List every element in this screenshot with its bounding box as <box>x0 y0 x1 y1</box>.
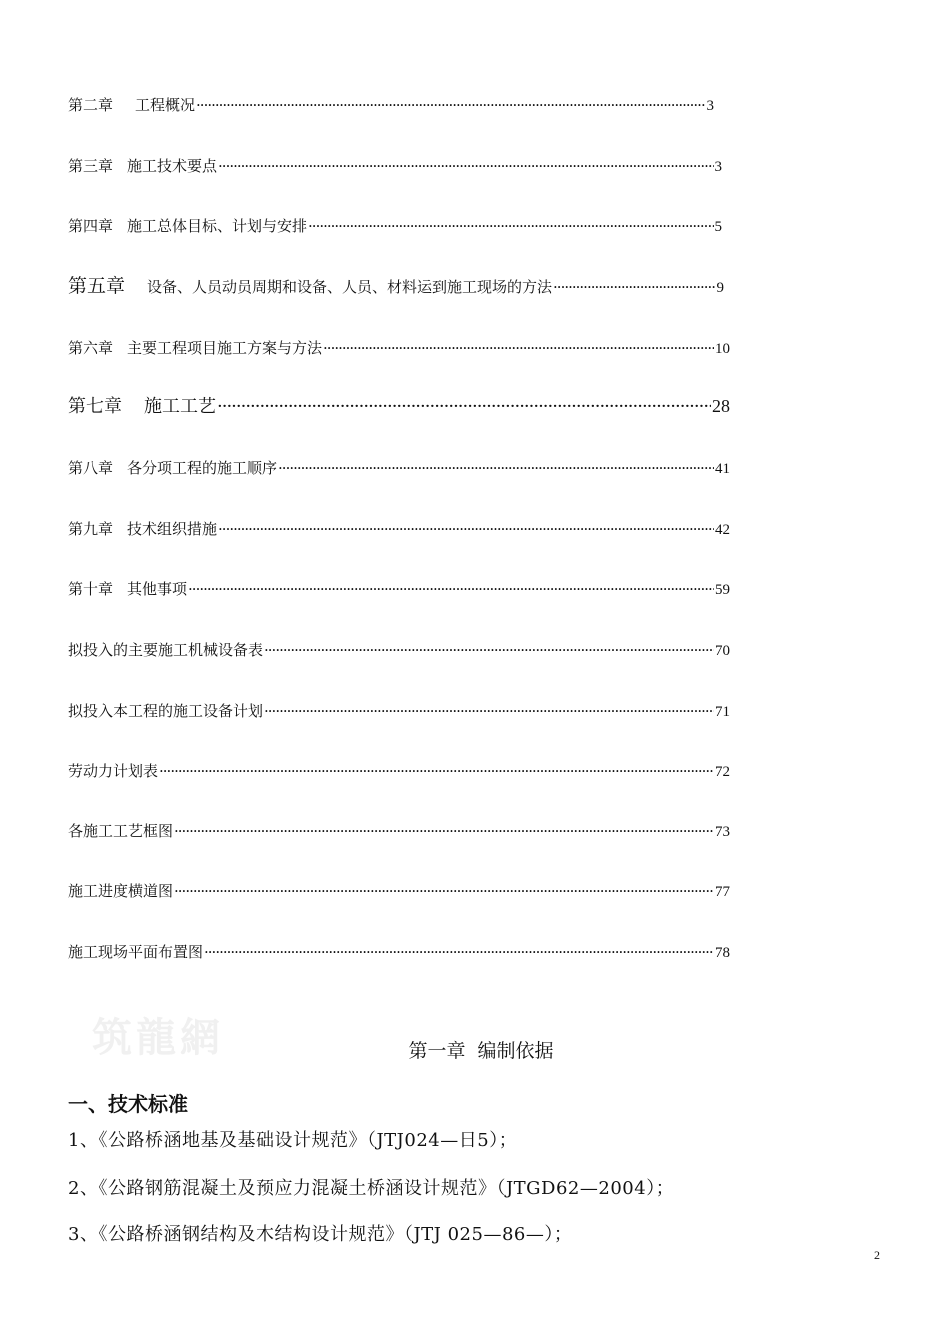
toc-dot-leader <box>204 942 714 962</box>
toc-row-process-diagrams <box>68 821 730 842</box>
toc-page-number: 72 <box>715 764 730 780</box>
toc-title: 施工总体目标、计划与安排 <box>127 217 308 235</box>
toc-row-equipment-plan <box>68 701 730 722</box>
toc-title: 拟投入的主要施工机械设备表 <box>68 641 264 659</box>
toc-title: 工程概况 <box>135 96 196 114</box>
toc-row-labor-plan <box>68 761 730 782</box>
standard-item: 2、《公路钢筋混凝土及预应力混凝土桥涵设计规范》（JTGD62—2004）； <box>68 1178 675 1199</box>
toc-chapter-label: 第十章 <box>68 580 114 598</box>
toc-dot-leader <box>264 701 714 721</box>
toc-dot-leader <box>218 156 713 176</box>
toc-row-2 <box>68 95 714 116</box>
toc-title: 其他事项 <box>127 580 188 598</box>
toc-row-7 <box>68 396 730 417</box>
chapter-heading-text: 第一章 编制依据 <box>408 1040 554 1062</box>
toc-row-4 <box>68 216 722 237</box>
watermark-logo: 筑龍網 <box>92 1014 224 1061</box>
toc-title: 施工现场平面布置图 <box>68 943 204 961</box>
toc-dot-leader <box>188 579 714 599</box>
toc-dot-leader <box>174 821 714 841</box>
toc-page-number: 59 <box>715 582 730 598</box>
toc-chapter-label: 第九章 <box>68 520 114 538</box>
toc-page-number: 42 <box>715 522 730 538</box>
section-heading: 一、技术标准 <box>68 1092 188 1116</box>
toc-title: 各施工工艺框图 <box>68 822 174 840</box>
toc-page-number: 70 <box>715 643 730 659</box>
toc-chapter-label: 第五章 <box>68 275 126 297</box>
page-number: 2 <box>874 1248 880 1262</box>
toc-page-number: 5 <box>714 219 722 235</box>
toc-row-6 <box>68 338 730 359</box>
toc-chapter-label: 第六章 <box>68 339 114 357</box>
toc-title: 施工技术要点 <box>127 157 218 175</box>
toc-title: 施工工艺 <box>144 396 216 417</box>
toc-chapter-label: 第三章 <box>68 157 114 175</box>
toc-page-number: 71 <box>715 704 730 720</box>
toc-chapter-label: 第七章 <box>68 396 122 417</box>
toc-page-number: 41 <box>715 461 730 477</box>
toc-page-number: 10 <box>715 341 730 357</box>
toc-row-8 <box>68 458 730 479</box>
toc-dot-leader <box>323 338 714 358</box>
toc-dot-leader <box>264 640 714 660</box>
toc-chapter-label: 第四章 <box>68 217 114 235</box>
toc-page-number: 78 <box>715 945 730 961</box>
toc-row-machinery-table <box>68 640 730 661</box>
toc-row-10 <box>68 579 730 600</box>
toc-row-5 <box>68 276 724 298</box>
toc-dot-leader <box>196 95 705 115</box>
toc-page-number: 3 <box>714 159 722 175</box>
toc-page-number: 73 <box>715 824 730 840</box>
toc-page-number: 3 <box>706 98 714 114</box>
toc-dot-leader <box>553 277 715 297</box>
toc-dot-leader <box>218 519 714 539</box>
toc-dot-leader <box>174 881 714 901</box>
toc-chapter-label: 第二章 <box>68 96 114 114</box>
toc-page-number: 28 <box>712 396 730 416</box>
standard-item: 1、《公路桥涵地基及基础设计规范》（JTJ024—日5）； <box>68 1130 518 1151</box>
toc-row-3 <box>68 156 722 177</box>
toc-dot-leader <box>308 216 713 236</box>
toc-row-9 <box>68 519 730 540</box>
chapter-heading <box>0 1036 950 1063</box>
toc-row-site-layout <box>68 942 730 963</box>
toc-title: 劳动力计划表 <box>68 762 159 780</box>
toc-page-number: 9 <box>716 280 724 296</box>
toc-page-number: 77 <box>715 884 730 900</box>
toc-title: 主要工程项目施工方案与方法 <box>127 339 323 357</box>
toc-title: 设备、人员动员周期和设备、人员、材料运到施工现场的方法 <box>147 278 553 296</box>
toc-dot-leader <box>159 761 714 781</box>
toc-dot-leader <box>217 397 711 417</box>
toc-title: 各分项工程的施工顺序 <box>127 459 278 477</box>
toc-row-gantt <box>68 881 730 902</box>
standard-item: 3、《公路桥涵钢结构及木结构设计规范》（JTJ 025—86—）； <box>68 1224 573 1245</box>
toc-chapter-label: 第八章 <box>68 459 114 477</box>
toc-dot-leader <box>278 458 714 478</box>
toc-title: 施工进度横道图 <box>68 882 174 900</box>
toc-title: 技术组织措施 <box>127 520 218 538</box>
toc-title: 拟投入本工程的施工设备计划 <box>68 702 264 720</box>
